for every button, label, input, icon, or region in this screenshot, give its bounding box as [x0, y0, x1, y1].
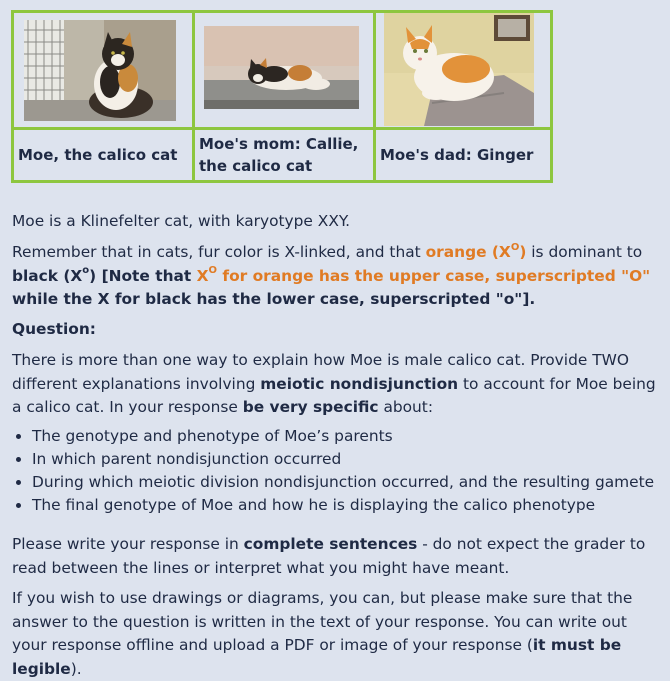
- intro-text: Moe is a Klinefelter cat, with karyotype XXY.: [12, 212, 351, 230]
- instruction1-paragraph: [12, 533, 660, 580]
- question-paragraph: [12, 349, 660, 420]
- caption-mom-text: Moe's mom: Callie, the calico cat: [199, 135, 359, 175]
- photo-cell-mom: [194, 12, 375, 129]
- note-orange: [197, 267, 651, 285]
- remember-part2: is dominant to: [526, 243, 643, 261]
- instruction2-paragraph: [12, 587, 660, 681]
- mom-photo: [204, 26, 359, 109]
- note-x: X: [196, 266, 209, 285]
- caption-mom: [194, 129, 375, 182]
- orange-allele: [426, 243, 527, 261]
- instruction1-bold: complete sentences: [243, 535, 418, 553]
- moe-photo: [24, 20, 176, 121]
- note-sup: O: [208, 265, 218, 277]
- black-label: black (X: [12, 266, 83, 285]
- black-sup: o: [82, 265, 90, 277]
- orange-label: orange (X: [425, 243, 511, 261]
- intro-paragraph: [12, 210, 660, 234]
- instruction1-part2: - do not expect the grader to read between the lines or interpret what you might have meant.: [12, 535, 646, 577]
- instruction2-bold: it must be legible: [12, 636, 622, 678]
- question-part3: about:: [378, 398, 434, 416]
- black-allele: [12, 267, 197, 285]
- remember-text: [12, 241, 660, 312]
- list-item: • The genotype and phenotype of Moe’s parents: [32, 425, 660, 448]
- question-part1: There is more than one way to explain how Moe is male calico cat. Provide TWO different explanations involving: [12, 351, 629, 393]
- list-item: • In which parent nondisjunction occurred: [32, 448, 660, 471]
- dad-photo: [384, 13, 534, 126]
- note-orange-text: for orange has the upper case, superscripted "O": [217, 266, 651, 285]
- question-heading-block: [12, 318, 660, 342]
- note-end: while the X for black has the lower case, superscripted "o"].: [12, 290, 536, 308]
- instruction2-part1: If you wish to use drawings or diagrams, you can, but please make sure that the answer to the question is written in the text of your response. You can write out your response offline and upload a PDF or image of your response (: [12, 589, 633, 654]
- list-item: • The final genotype of Moe and how he is displaying the calico phenotype: [32, 494, 660, 517]
- caption-moe: [13, 129, 194, 182]
- requirements-list: [12, 425, 660, 517]
- orange-close: ): [519, 243, 527, 261]
- question-part2: to account for Moe being a calico cat. In your response: [12, 374, 656, 416]
- caption-dad: [375, 129, 552, 182]
- instruction1-text: [12, 533, 660, 580]
- list-item: • During which meiotic division nondisjunction occurred, and the resulting gamete: [32, 471, 660, 494]
- question-heading: Question:: [12, 320, 96, 338]
- remember-part1: Remember that in cats, fur color is X-linked, and that: [12, 243, 426, 261]
- requirements-bullets: [12, 425, 660, 517]
- orange-sup: O: [510, 241, 520, 253]
- black-close: ) [Note that: [89, 266, 197, 285]
- remember-paragraph: [12, 241, 660, 312]
- instruction2-part2: ).: [70, 659, 82, 678]
- question-text: [12, 349, 660, 420]
- photo-cell-moe: [13, 12, 194, 129]
- photo-cell-dad: [375, 12, 552, 129]
- instruction2-text: [12, 587, 660, 681]
- question-bold1: meiotic nondisjunction: [260, 374, 459, 393]
- cat-photo-table: [11, 10, 553, 183]
- question-bold2: be very specific: [242, 398, 379, 416]
- instruction1-part1: Please write your response in: [12, 535, 244, 553]
- caption-moe-text: Moe, the calico cat: [18, 146, 178, 164]
- caption-dad-text: Moe's dad: Ginger: [380, 146, 534, 164]
